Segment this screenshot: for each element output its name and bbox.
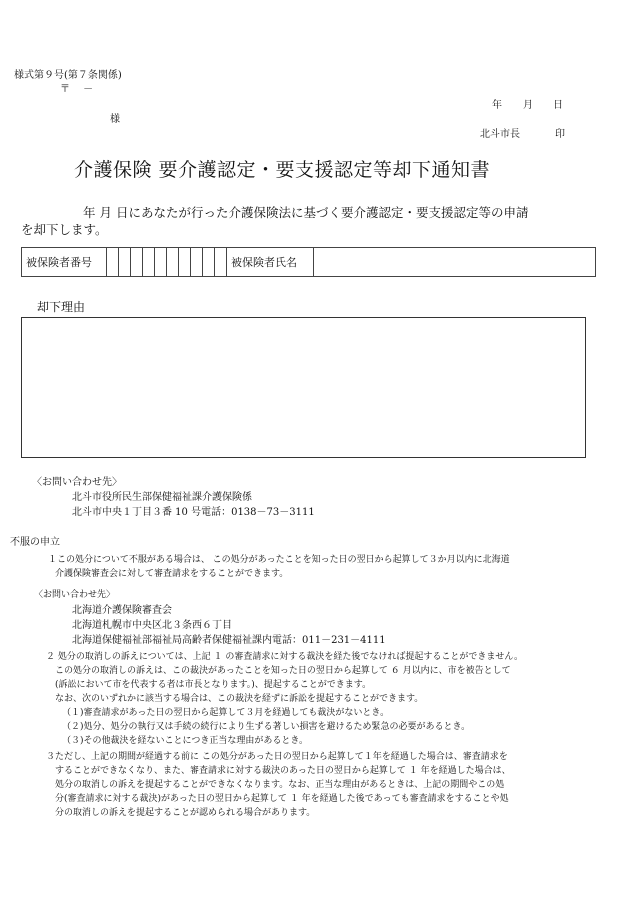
date-month: 月 <box>523 100 533 111</box>
objection-heading: 不服の申立 <box>10 537 60 548</box>
objection-item3-line4: 分(審査請求に対する裁決)があった日の翌日から起算して １ 年を経過した後であっても審査請求をすることや処 <box>55 794 509 804</box>
insured-name-label: 被保険者氏名 <box>227 248 314 277</box>
insured-number-digit-cell[interactable] <box>203 248 215 277</box>
lead-line-1: 年 月 日にあなたが行った介護保険法に基づく要介護認定・要支援認定等の申請 <box>83 205 529 220</box>
lead-line-2: を却下します。 <box>21 222 108 237</box>
objection-sub2: （２)処分、処分の執行又は手続の続行により生ずる著しい損害を避けるため緊急の必要があるとき。 <box>62 722 471 732</box>
page-title: 介護保険 要介護認定・要支援認定等却下通知書 <box>74 159 491 181</box>
insured-info-table <box>21 247 596 277</box>
insured-number-digit-cell[interactable] <box>119 248 131 277</box>
objection-item3-line1: ３ただし、上記の期間が経過する前に この処分があった日の翌日から起算して１年を経過した場合は、審査請求を <box>46 752 508 762</box>
insured-number-digit-cell[interactable] <box>131 248 143 277</box>
reason-box[interactable] <box>21 317 586 458</box>
contact2-phone: 北海道保健福祉部福祉局高齢者保健福祉課内電話：011－231－4111 <box>72 635 386 646</box>
objection-item3-line3: 処分の取消しの訴えを提起することができなくなります。なお、正当な理由があるときは、上記の期間やこの処 <box>55 780 505 790</box>
insured-number-digit-cell[interactable] <box>167 248 179 277</box>
seal-mark: 印 <box>555 129 565 140</box>
date-day: 日 <box>553 100 563 111</box>
insured-number-digit-cell[interactable] <box>179 248 191 277</box>
objection-item2-line2: この処分の取消しの訴えは、この裁決があったことを知った日の翌日から起算して ６ 月以内に、市を被告として <box>55 666 511 676</box>
objection-item3-line2: することができなくなり、また、審査請求に対する裁決のあった日の翌日から起算して １ 年を経過した場合は、 <box>55 766 511 776</box>
insured-name-field[interactable] <box>314 248 596 277</box>
date-year: 年 <box>492 100 502 111</box>
issuer: 北斗市長 <box>480 129 520 140</box>
postal-code-mark: 〒 － <box>60 84 94 95</box>
contact-heading: 〈お問い合わせ先〉 <box>32 477 122 488</box>
insured-number-digit-cell[interactable] <box>143 248 155 277</box>
objection-item2-line4: なお、次のいずれかに該当する場合は、この裁決を経ずに訴訟を提起することができます。 <box>55 694 424 704</box>
insured-number-digit-cell[interactable] <box>191 248 203 277</box>
insured-number-digit-cell[interactable] <box>155 248 167 277</box>
form-number: 様式第９号(第７条関係) <box>14 70 122 81</box>
insured-number-digit-cell[interactable] <box>215 248 227 277</box>
insured-number-label: 被保険者番号 <box>22 248 107 277</box>
contact2-name: 北海道介護保険審査会 <box>72 605 172 616</box>
insured-number-digit-cell[interactable] <box>107 248 119 277</box>
objection-sub1: （１)審査請求があった日の翌日から起算して３月を経過しても裁決がないとき。 <box>62 708 390 718</box>
reason-label: 却下理由 <box>37 300 86 314</box>
objection-item1-line1: １この処分について不服がある場合は、 この処分があったことを知った日の翌日から起算して３か月以内に北海道 <box>48 555 510 565</box>
objection-item2-line3: (訴訟において市を代表する者は市長となります。)、提起することができます。 <box>55 680 372 690</box>
objection-item3-line5: 分の取消しの訴えを提起することが認められる場合があります。 <box>55 808 316 818</box>
objection-item2-line1: ２ 処分の取消しの訴えについては、上記 １ の審査請求に対する裁決を経た後でなければ提起することができません。 <box>46 652 523 662</box>
addressee-suffix: 様 <box>110 114 120 125</box>
objection-item1-line2: 介護保険審査会に対して審査請求をすることができます。 <box>55 569 289 579</box>
contact-office: 北斗市役所民生部保健福祉課介護保険係 <box>72 492 252 503</box>
contact2-address: 北海道札幌市中央区北３条西６丁目 <box>72 620 232 631</box>
objection-sub3: （３)その他裁決を経ないことにつき正当な理由があるとき。 <box>62 736 308 746</box>
contact-address-phone: 北斗市中央１丁目３番 10 号電話：0138－73－3111 <box>72 507 315 518</box>
contact2-heading: 〈お問い合わせ先〉 <box>34 590 116 600</box>
